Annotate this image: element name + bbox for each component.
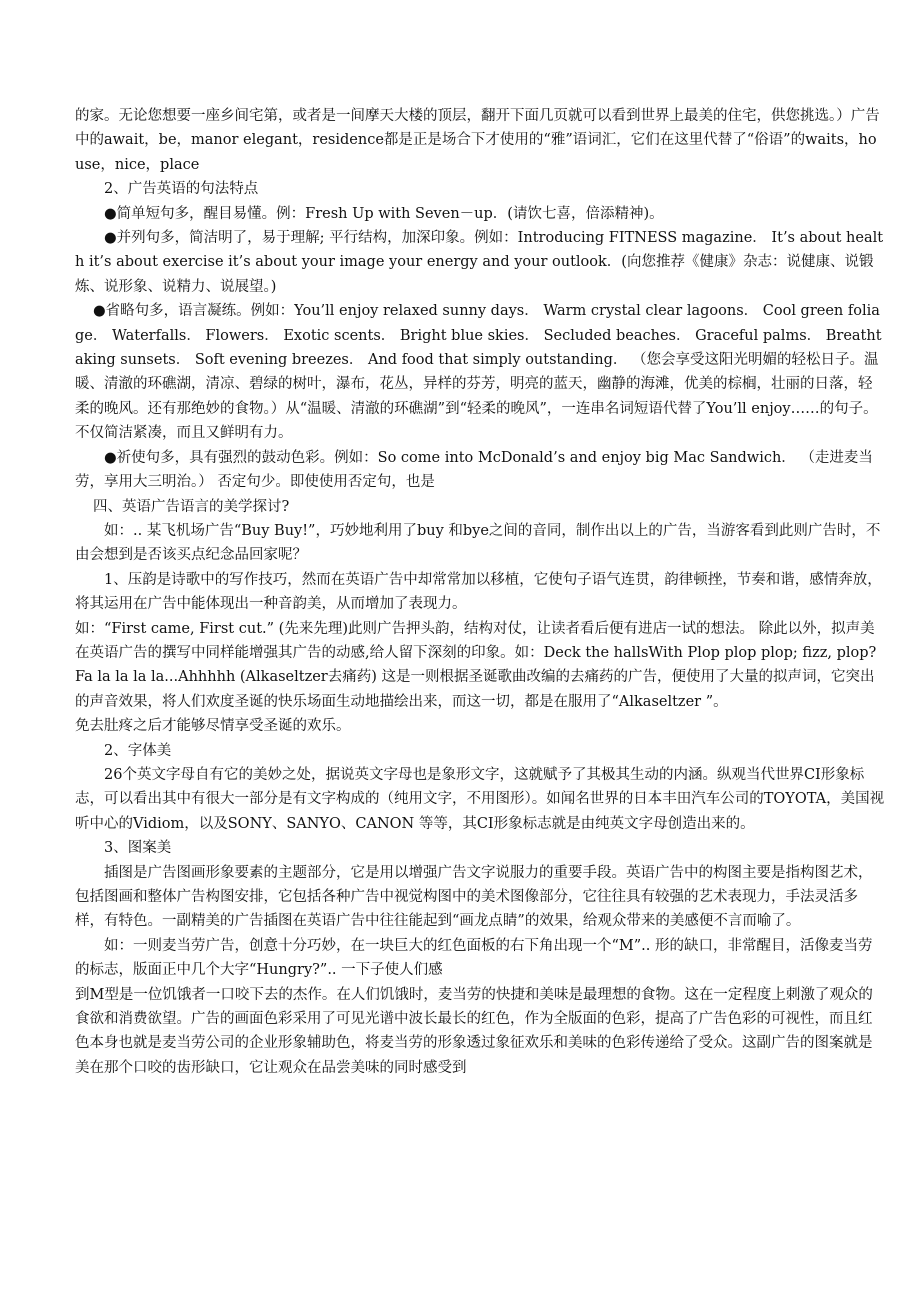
paragraph: 如：.. 某飞机场广告“Buy Buy!”，巧妙地利用了buy 和bye之间的音同，制作出以上的广告，当游客看到此则广告时，不由会想到是否该买点纪念品回家呢？ xyxy=(75,522,881,564)
paragraph: 1、压韵是诗歌中的写作技巧，然而在英语广告中却常常加以移植，它使句子语气连贯，韵律顿挫，节奏和谐，感情奔放，将其运用在广告中能体现出一种音韵美，从而增加了表现力。 xyxy=(75,571,882,613)
paragraph: Fa la la la la...Ahhhhh (Alkaseltzer去痛药) 这是一则根据圣诞歌曲改编的去痛药的广告，便使用了大量的拟声词，它突出的声音效果，将人们欢度圣诞的快乐场面生动地描绘出来，而这一切，都是在服用了“Alkaseltzer ”。 xyxy=(75,669,875,710)
section-heading: 四、英语广告语言的美学探讨? xyxy=(93,498,290,515)
document-body xyxy=(75,104,885,1080)
paragraph: 插图是广告图画形象要素的主题部分，它是用以增强广告文字说服力的重要手段。英语广告中的构图主要是指构图艺术，包括图画和整体广告构图安排，它包括各种广告中视觉构图中的美术图像部分，它往往具有较强的艺术表现力，手法灵活多样，有特色。一副精美的广告插图在英语广告中往往能起到“画龙点睛”的效果，给观众带来的美感便不言而喻了。 xyxy=(75,864,873,930)
paragraph: 的家。无论您想要一座乡间宅第，或者是一间摩天大楼的顶层，翻开下面几页就可以看到世界上最美的住宅，供您挑选。）广告中的await，be，manor elegant，residence都是正是场合下才使用的“雅”语词汇，它们在这里代替了“俗语”的waits，house，nice，place xyxy=(75,108,880,173)
section-heading: 3、图案美 xyxy=(104,840,172,857)
section-heading: 2、广告英语的句法特点 xyxy=(104,181,259,198)
paragraph: ●祈使句多，具有强烈的鼓动色彩。例如：So come into McDonald’s and enjoy big Mac Sandwich． （走进麦当劳，享用大三明治。） 否定句少。即使使用否定句，也是 xyxy=(75,449,873,491)
paragraph: 免去肚疼之后才能够尽情享受圣诞的欢乐。 xyxy=(75,718,351,735)
paragraph: 26个英文字母自有它的美妙之处，据说英文字母也是象形文字，这就赋予了其极其生动的内涵。纵观当代世界CI形象标志，可以看出其中有很大一部分是有文字构成的（纯用文字，不用图形）。如闻名世界的日本丰田汽车公司的TOYOTA，美国视听中心的Vidiom，以及SONY、SANYO、CANON 等等，其CI形象标志就是由纯英文字母创造出来的。 xyxy=(75,766,885,832)
paragraph: 如：“First came, First cut.” (先来先理)此则广告押头韵，结构对仗，让读者看后便有进店一试的想法。 除此以外，拟声美在英语广告的撰写中同样能增强其广告的动感,给人留下深刻的印象。如：Deck the hallsWith Plop plop plop; fizz, plop? xyxy=(75,620,877,661)
paragraph: 到M型是一位饥饿者一口咬下去的杰作。在人们饥饿时，麦当劳的快捷和美味是最理想的食物。这在一定程度上刺激了观众的食欲和消费欲望。广告的画面色彩采用了可见光谱中波长最长的红色，作为全版面的色彩，提高了广告色彩的可视性，而且红色本身也就是麦当劳公司的企业形象辅助色，将麦当劳的形象透过象征欢乐和美味的色彩传递给了受众。这副广告的图案就是美在那个口咬的齿形缺口，它让观众在品尝美味的同时感受到 xyxy=(75,986,873,1076)
paragraph: ●并列句多，简洁明了，易于理解; 平行结构，加深印象。例如：Introducing FITNESS magazine． It’s about health it’s about exercise it’s about your image your energy and your outlook．(向您推荐《健康》杂志：说健康、说锻炼、说形象、说精力、说展望。) xyxy=(75,230,884,295)
paragraph: 如：一则麦当劳广告，创意十分巧妙，在一块巨大的红色面板的右下角出现一个“M”.. 形的缺口，非常醒目，活像麦当劳的标志，版面正中几个大字“Hungry?”.. 一下子使人们感 xyxy=(75,937,873,979)
section-heading: 2、字体美 xyxy=(104,742,172,759)
paragraph: ●省略句多，语言凝练。例如：You’ll enjoy relaxed sunny days． Warm crystal clear lagoons． Cool green foliage． Waterfalls． Flowers． Exotic scents． Bright blue skies． Secluded beaches． Graceful palms． Breathtaking sunsets． Soft evening breezes． And food that simply outstanding． （您会享受这阳光明媚的轻松日子。温暖、清澈的环礁湖，清凉、碧绿的树叶，瀑布，花丛，异样的芬芳，明亮的蓝天，幽静的海滩，优美的棕榈，壮丽的日落，轻柔的晚风。还有那绝妙的食物。）从“温暖、清澈的环礁湖”到“轻柔的晚风”，一连串名词短语代替了You’ll enjoy……的句子。不仅简洁紧凑，而且又鲜明有力。 xyxy=(75,303,882,442)
paragraph: ●简单短句多，醒目易懂。例：Fresh Up with Seven－up．(请饮七喜，倍添精神)。 xyxy=(104,205,664,222)
